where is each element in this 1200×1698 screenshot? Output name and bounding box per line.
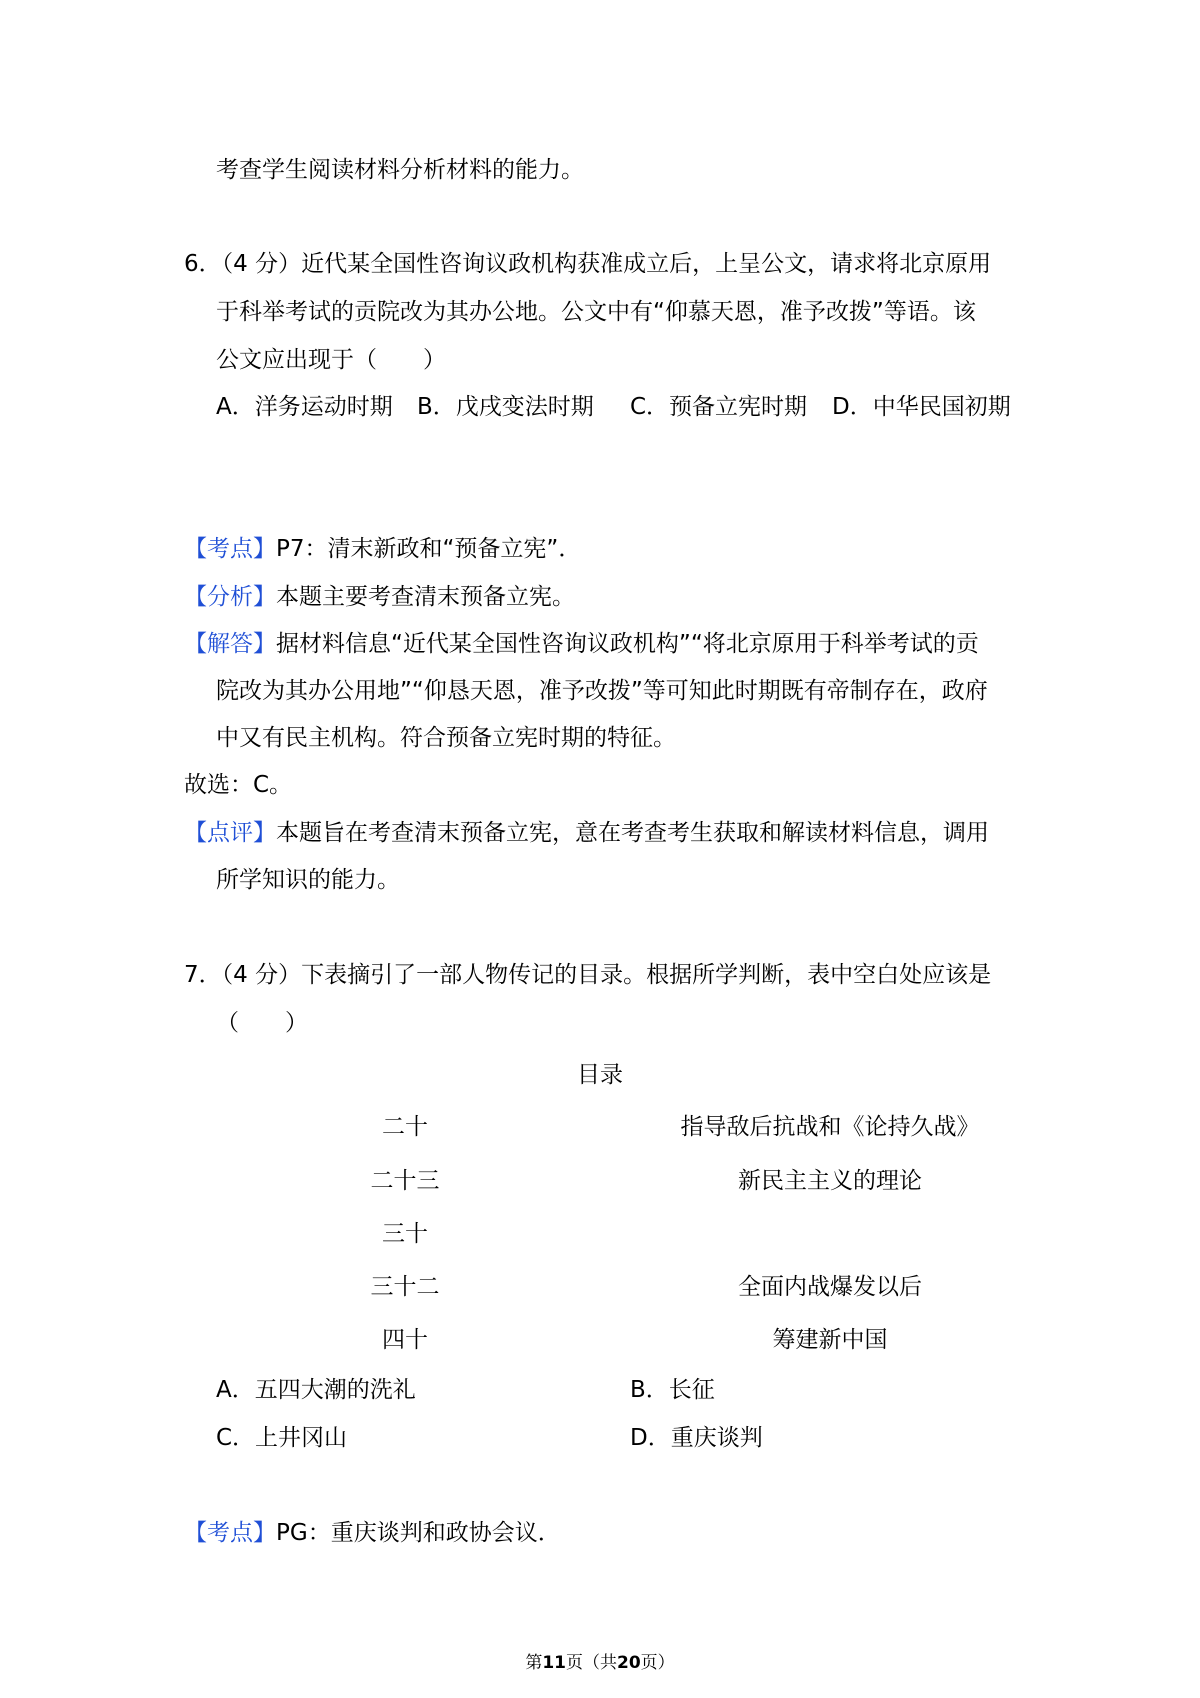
toc-title-entry: 指导敌后抗战和《论持久战》 [680, 1114, 980, 1140]
intro-line: 考查学生阅读材料分析材料的能力。 [216, 157, 584, 183]
jieda-tag: 【解答】 [184, 631, 276, 657]
toc-num: 二十 [382, 1114, 428, 1140]
q7-option-a: A．五四大潮的洗礼 [216, 1377, 416, 1403]
q6-jieda-line3: 中又有民主机构。符合预备立宪时期的特征。 [216, 725, 676, 751]
toc-num: 三十二 [370, 1274, 440, 1300]
page-number: 11 [542, 1653, 566, 1673]
q6-fenxi [184, 581, 575, 613]
fenxi-text: 本题主要考查清末预备立宪。 [276, 584, 575, 610]
toc-num: 二十三 [370, 1168, 440, 1194]
fenxi-tag: 【分析】 [184, 584, 276, 610]
kaodian-text: P7：清末新政和“预备立宪”． [276, 536, 582, 562]
q6-dianping-line2: 所学知识的能力。 [216, 867, 400, 893]
dianping-line1: 本题旨在考查清末预备立宪，意在考查考生获取和解读材料信息，调用 [276, 820, 989, 846]
kaodian-tag: 【考点】 [184, 1520, 276, 1546]
q6-answer: 故选：C。 [184, 772, 293, 798]
q7-option-c: C．上井冈山 [216, 1425, 348, 1451]
toc-num: 四十 [382, 1327, 428, 1353]
q7-kaodian [184, 1517, 561, 1549]
footer-prefix: 第 [525, 1653, 543, 1673]
toc-title-entry: 全面内战爆发以后 [738, 1274, 922, 1300]
q6-line2: 于科举考试的贡院改为其办公地。公文中有“仰慕天恩，准予改拨”等语。该 [216, 299, 976, 325]
footer-mid: 页（共 [566, 1653, 617, 1673]
kaodian-tag: 【考点】 [184, 536, 276, 562]
q6-line1: 6．（4 分）近代某全国性咨询议政机构获准成立后，上呈公文，请求将北京原用 [184, 251, 992, 277]
q6-dianping [184, 817, 989, 849]
total-pages: 20 [617, 1653, 641, 1673]
q6-line3: 公文应出现于（ ） [216, 347, 446, 373]
toc-num: 三十 [382, 1221, 428, 1247]
q6-option-b: B．戊戌变法时期 [417, 394, 594, 420]
q7-option-d: D．重庆谈判 [630, 1425, 763, 1451]
footer-suffix: 页） [640, 1653, 675, 1673]
toc-title-entry: 新民主主义的理论 [738, 1168, 922, 1194]
q7-line2: （ ） [216, 1010, 308, 1036]
q7-option-b: B．长征 [630, 1377, 715, 1403]
dianping-tag: 【点评】 [184, 820, 276, 846]
q6-kaodian [184, 533, 581, 565]
toc-title-entry: 筹建新中国 [772, 1327, 888, 1353]
kaodian-text: PG：重庆谈判和政协会议． [276, 1520, 561, 1546]
q6-jieda-line2: 院改为其办公用地”“仰恳天恩，准予改拨”等可知此时期既有帝制存在，政府 [216, 678, 988, 704]
q6-option-a: A．洋务运动时期 [216, 394, 393, 420]
toc-title: 目录 [577, 1062, 623, 1088]
page-footer [0, 1651, 1200, 1675]
q6-option-d: D．中华民国初期 [832, 394, 1011, 420]
q6-option-c: C．预备立宪时期 [630, 394, 808, 420]
q7-line1: 7．（4 分）下表摘引了一部人物传记的目录。根据所学判断，表中空白处应该是 [184, 962, 992, 988]
q6-jieda [184, 628, 979, 660]
jieda-line1: 据材料信息“近代某全国性咨询议政机构”“将北京原用于科举考试的贡 [276, 631, 979, 657]
